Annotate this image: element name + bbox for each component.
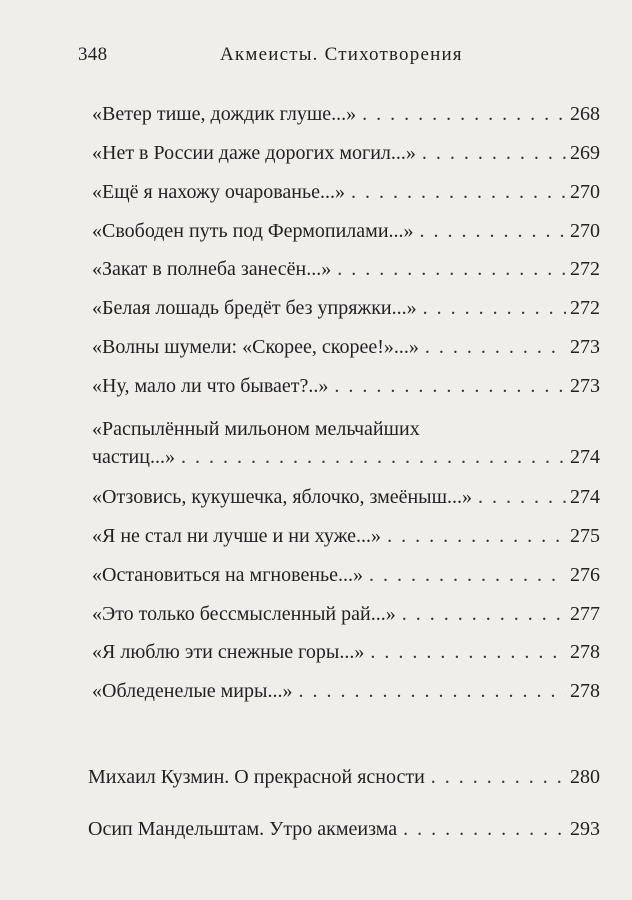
dot-leader [425,336,566,359]
toc-entry [92,336,600,366]
toc-entry-title-line: «Распылённый мильоном мельчайших [92,418,420,440]
toc-entry-title: «Закат в полнеба занесён...» [92,258,332,280]
toc-entry-title: «Свободен путь под Фермопилами...» [92,220,414,242]
toc-entry-section [88,818,600,848]
toc-entry [92,680,600,710]
dot-leader [423,297,566,320]
dot-leader [334,375,566,398]
toc-entry [92,375,600,405]
toc-entry [92,103,600,133]
dot-leader [403,818,566,841]
toc-entry [92,641,600,671]
toc-entry-page: 272 [570,297,600,319]
dot-leader [478,486,566,509]
toc-entry-page: 272 [570,258,600,280]
toc-entry-title: «Это только бессмысленный рай...» [92,603,396,625]
toc-entry-page: 269 [570,142,600,164]
dot-leader [431,766,566,789]
dot-leader [370,641,566,664]
running-title: Акмеисты. Стихотворения [220,44,463,65]
toc-entry [92,603,600,633]
toc-entry-title: «Ветер тише, дождик глуше...» [92,103,357,125]
dot-leader [337,258,566,281]
toc-entry [92,486,600,516]
toc-entry-title: «Я люблю эти снежные горы...» [92,641,365,663]
dot-leader [387,525,566,548]
toc-entry-title: «Нет в России даже дорогих могил...» [92,142,416,164]
toc-entry-title: частиц...» [92,446,175,468]
toc-entry-page: 280 [570,766,600,788]
dot-leader [351,181,566,204]
toc-entry-page: 274 [570,486,600,508]
toc-entry [92,220,600,250]
dot-leader [362,103,566,126]
toc-entry [92,297,600,327]
toc-entry-page: 273 [570,375,600,397]
toc-entry-page: 276 [570,564,600,586]
toc-entry-title: «Волны шумели: «Скорее, скорее!»...» [92,336,419,358]
toc-entry-page: 268 [570,103,600,125]
toc-entry-title: «Обледенелые миры...» [92,680,293,702]
toc-entry [92,446,600,476]
dot-leader [369,564,566,587]
toc-entry-page: 274 [570,446,600,468]
toc-entry-page: 273 [570,336,600,358]
toc-entry-title: «Белая лошадь бредёт без упряжки...» [92,297,417,319]
toc-entry-title: «Остановиться на мгновенье...» [92,564,364,586]
toc-entry-title: Михаил Кузмин. О прекрасной ясности [88,766,425,788]
toc-entry [92,258,600,288]
toc-entry-title: Осип Мандельштам. Утро акмеизма [88,818,398,840]
dot-leader [422,142,566,165]
toc-entry-page: 293 [570,818,600,840]
dot-leader [420,220,566,243]
toc-entry-page: 277 [570,603,600,625]
toc-entry [92,142,600,172]
toc-entry-page: 278 [570,680,600,702]
toc-entry-page: 278 [570,641,600,663]
toc-entry-page: 275 [570,525,600,547]
dot-leader [181,446,566,469]
toc-entry [92,525,600,555]
toc-entry-page: 270 [570,220,600,242]
page-number: 348 [78,44,108,65]
toc-entry-title: «Я не стал ни лучше и ни хуже...» [92,525,382,547]
dot-leader [298,680,566,703]
toc-entry-section [88,766,600,796]
dot-leader [402,603,566,626]
toc-entry-title: «Ещё я нахожу очарованье...» [92,181,346,203]
toc-entry [92,564,600,594]
toc-entry-title: «Ну, мало ли что бывает?..» [92,375,329,397]
toc-entry-page: 270 [570,181,600,203]
toc-entry-title: «Отзовись, кукушечка, яблочко, змеёныш...» [92,486,473,508]
toc-entry [92,181,600,211]
